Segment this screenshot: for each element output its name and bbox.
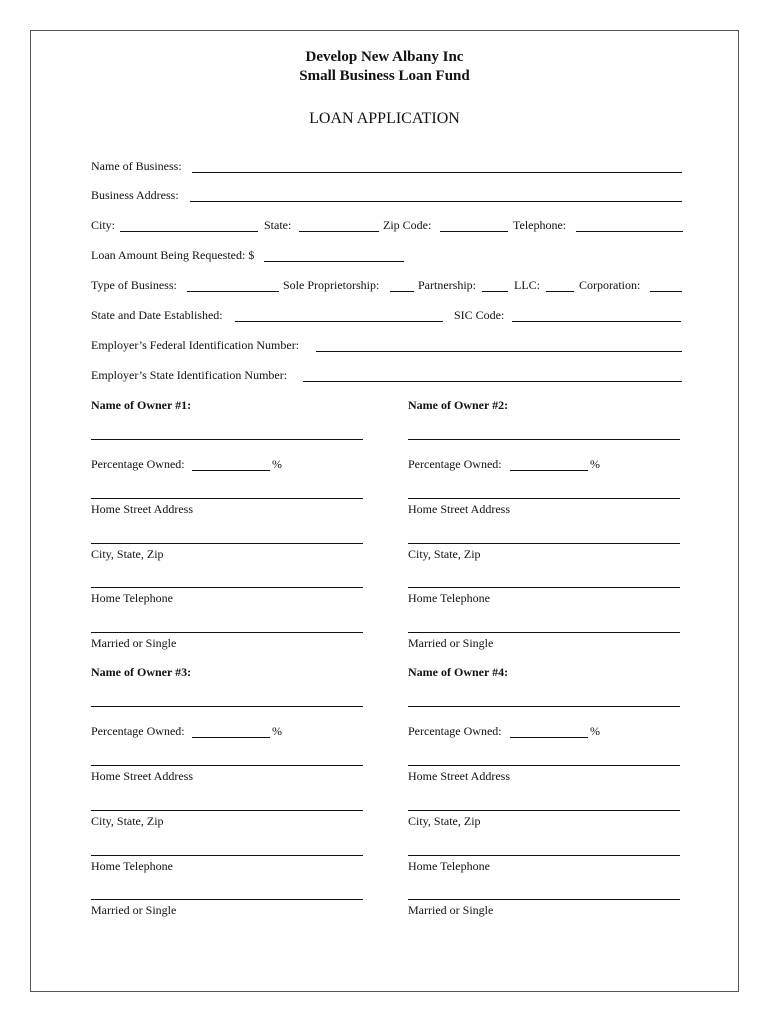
owner-2-city-field[interactable] <box>408 543 680 544</box>
corporation-field[interactable] <box>650 291 682 292</box>
owner-3-phone-field[interactable] <box>91 855 363 856</box>
telephone-label: Telephone: <box>513 218 567 232</box>
form-page <box>30 30 739 992</box>
owner-3-pct-label: Percentage Owned: <box>91 724 185 738</box>
owner-4-pct-field[interactable] <box>510 737 588 738</box>
sole-proprietorship-label: Sole Proprietorship: <box>283 278 380 292</box>
owner-4-marital-label: Married or Single <box>408 903 494 917</box>
sein-field[interactable] <box>303 381 682 382</box>
owner-4-city-label: City, State, Zip <box>408 814 481 828</box>
owner-1-marital-field[interactable] <box>91 632 363 633</box>
owner-3-city-field[interactable] <box>91 810 363 811</box>
sic-code-field[interactable] <box>512 321 681 322</box>
owner-3-heading: Name of Owner #3: <box>91 665 192 679</box>
telephone-field[interactable] <box>576 231 683 232</box>
state-label: State: <box>264 218 292 232</box>
partnership-field[interactable] <box>482 291 508 292</box>
owner-4-street-field[interactable] <box>408 765 680 766</box>
owner-1-heading: Name of Owner #1: <box>91 398 192 412</box>
owner-1-marital-label: Married or Single <box>91 636 177 650</box>
owner-4-pct-sign: % <box>590 724 600 738</box>
city-label: City: <box>91 218 116 232</box>
owner-4-marital-field[interactable] <box>408 899 680 900</box>
owner-1-phone-field[interactable] <box>91 587 363 588</box>
owner-1-city-field[interactable] <box>91 543 363 544</box>
owner-4-city-field[interactable] <box>408 810 680 811</box>
owner-2-name-field[interactable] <box>408 439 680 440</box>
owner-2-pct-field[interactable] <box>510 470 588 471</box>
sole-proprietorship-field[interactable] <box>390 291 414 292</box>
owner-2-pct-sign: % <box>590 457 600 471</box>
owner-4-heading: Name of Owner #4: <box>408 665 509 679</box>
state-field[interactable] <box>299 231 379 232</box>
owner-3-phone-label: Home Telephone <box>91 859 173 873</box>
owner-4-pct-label: Percentage Owned: <box>408 724 502 738</box>
owner-3-street-label: Home Street Address <box>91 769 193 783</box>
owner-1-name-field[interactable] <box>91 439 363 440</box>
owner-2-phone-label: Home Telephone <box>408 591 490 605</box>
owner-1-street-label: Home Street Address <box>91 502 193 516</box>
owner-1-street-field[interactable] <box>91 498 363 499</box>
owner-2-marital-field[interactable] <box>408 632 680 633</box>
owner-1-phone-label: Home Telephone <box>91 591 173 605</box>
loan-amount-field[interactable] <box>264 261 404 262</box>
page-title: LOAN APPLICATION <box>309 110 460 127</box>
owner-3-street-field[interactable] <box>91 765 363 766</box>
owner-2-phone-field[interactable] <box>408 587 680 588</box>
owner-2-marital-label: Married or Single <box>408 636 494 650</box>
partnership-label: Partnership: <box>418 278 476 292</box>
zip-label: Zip Code: <box>383 218 432 232</box>
owner-1-pct-sign: % <box>272 457 282 471</box>
owner-2-street-field[interactable] <box>408 498 680 499</box>
owner-1-city-label: City, State, Zip <box>91 547 164 561</box>
fund-name: Small Business Loan Fund <box>299 68 470 84</box>
zip-field[interactable] <box>440 231 508 232</box>
city-field[interactable] <box>120 231 258 232</box>
owner-2-heading: Name of Owner #2: <box>408 398 509 412</box>
owner-3-marital-label: Married or Single <box>91 903 177 917</box>
business-type-field[interactable] <box>187 291 279 292</box>
owner-3-pct-sign: % <box>272 724 282 738</box>
owner-3-pct-field[interactable] <box>192 737 270 738</box>
loan-amount-label: Loan Amount Being Requested: $ <box>91 248 255 262</box>
org-name: Develop New Albany Inc <box>305 49 464 65</box>
owner-1-pct-label: Percentage Owned: <box>91 457 185 471</box>
state-date-label: State and Date Established: <box>91 308 223 322</box>
business-name-label: Name of Business: <box>91 159 182 173</box>
owner-4-phone-label: Home Telephone <box>408 859 490 873</box>
owner-2-city-label: City, State, Zip <box>408 547 481 561</box>
fein-field[interactable] <box>316 351 682 352</box>
owner-3-city-label: City, State, Zip <box>91 814 164 828</box>
owner-4-phone-field[interactable] <box>408 855 680 856</box>
owner-2-pct-label: Percentage Owned: <box>408 457 502 471</box>
owner-3-name-field[interactable] <box>91 706 363 707</box>
owner-4-street-label: Home Street Address <box>408 769 510 783</box>
corporation-label: Corporation: <box>579 278 641 292</box>
business-name-field[interactable] <box>192 172 682 173</box>
llc-label: LLC: <box>514 278 540 292</box>
owner-2-street-label: Home Street Address <box>408 502 510 516</box>
business-type-label: Type of Business: <box>91 278 177 292</box>
business-address-label: Business Address: <box>91 188 179 202</box>
business-address-field[interactable] <box>190 201 682 202</box>
owner-1-pct-field[interactable] <box>192 470 270 471</box>
llc-field[interactable] <box>546 291 574 292</box>
sic-code-label: SIC Code: <box>454 308 505 322</box>
owner-4-name-field[interactable] <box>408 706 680 707</box>
fein-label: Employer’s Federal Identification Number: <box>91 338 300 352</box>
sein-label: Employer’s State Identification Number: <box>91 368 288 382</box>
state-date-field[interactable] <box>235 321 443 322</box>
owner-3-marital-field[interactable] <box>91 899 363 900</box>
